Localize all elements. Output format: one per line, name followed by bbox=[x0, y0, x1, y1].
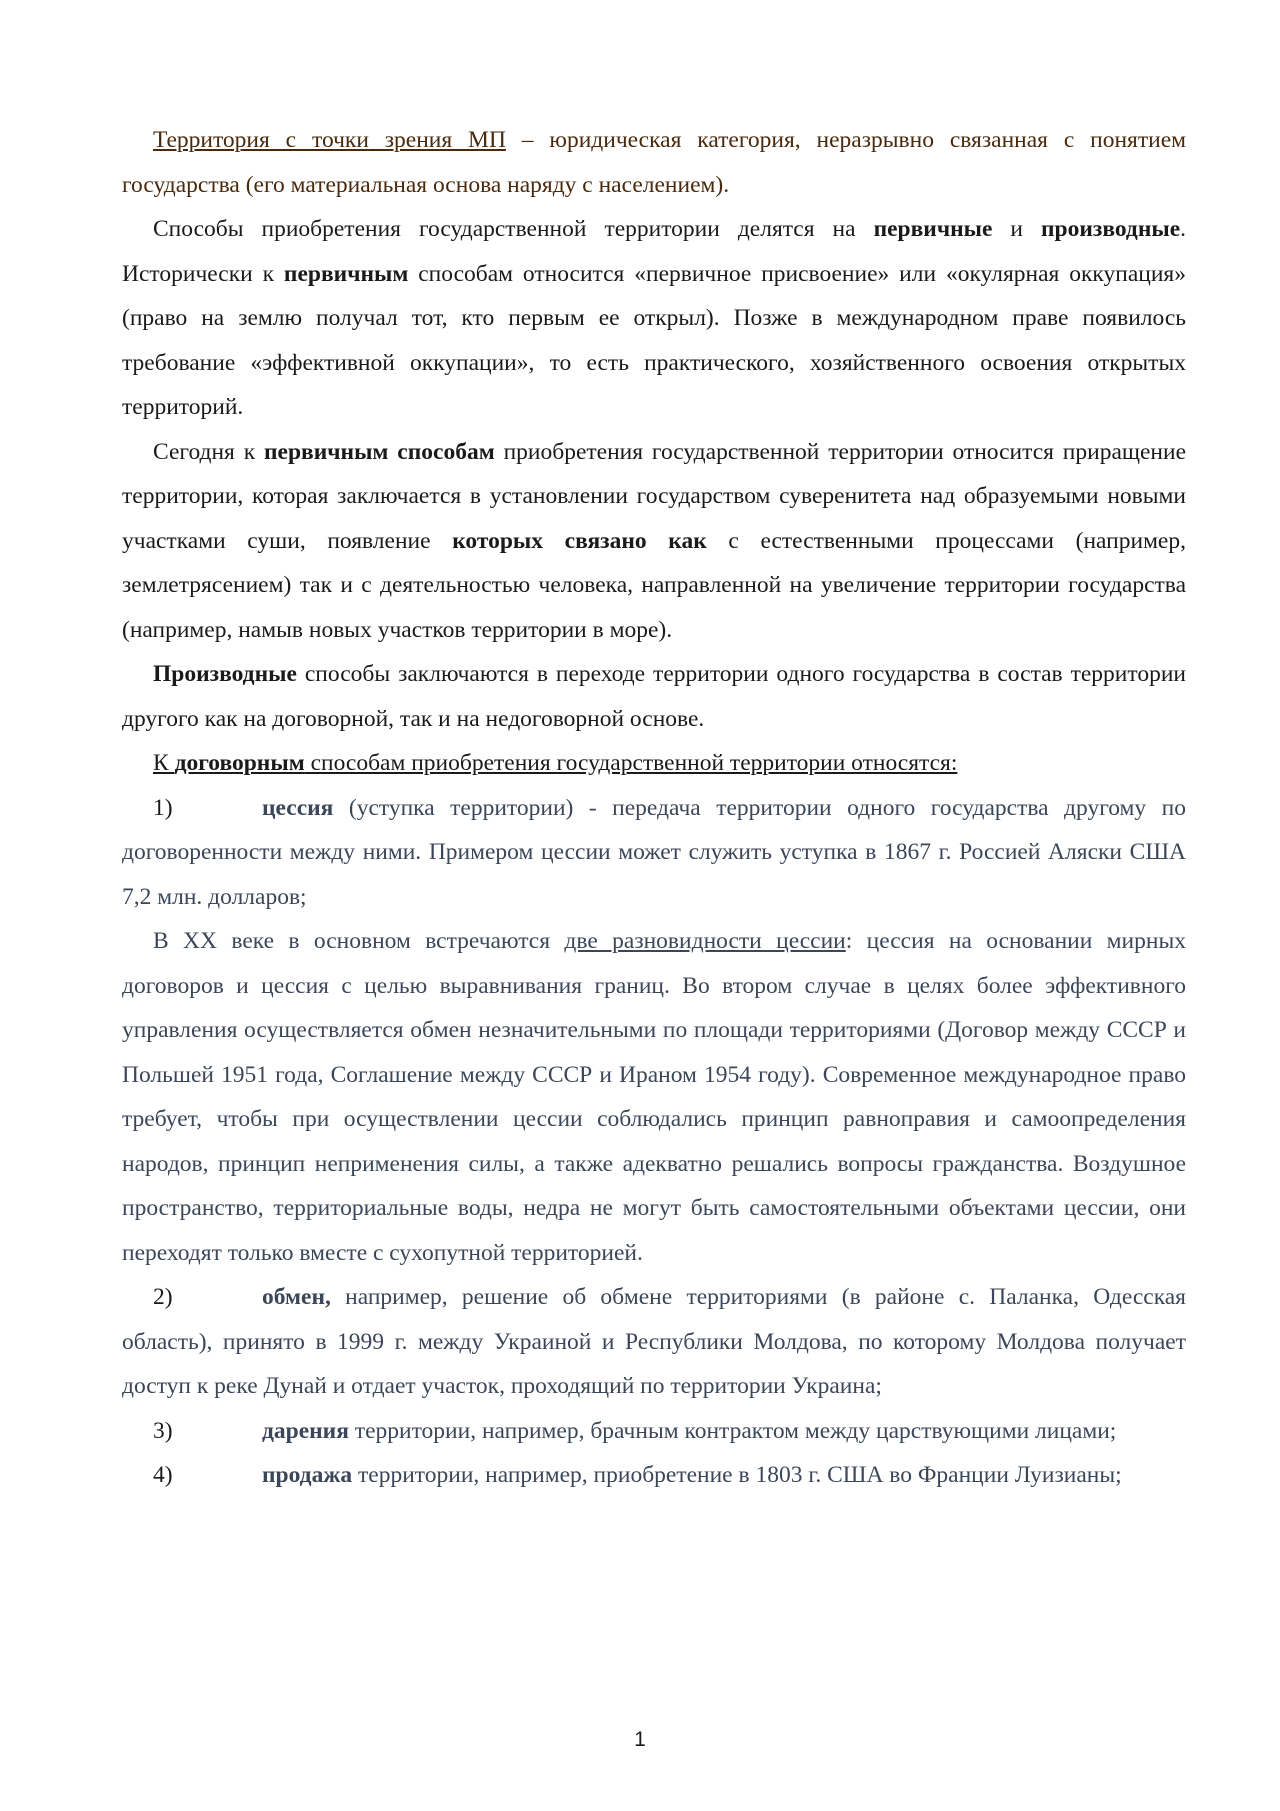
list-item-number: 2) bbox=[153, 1284, 173, 1310]
paragraph-acquisition-methods: Способы приобретения государственной территории делятся на первичные и производные. Исторически к первичным способам относится «первичное присвоение» или «окулярная оккупация» (право на землю получал тот, кто первым ее открыл). Позже в международном праве появилось требование «эффективной оккупации», то есть практического, хозяйственного освоения открытых территорий. bbox=[122, 216, 1187, 420]
list-item-exchange: 2) обмен, например, решение об обмене территориями (в районе с. Паланка, Одесская область), принято в 1999 г. между Украиной и Республики Молдова, по которому Молдова получает доступ к реке Дунай и отдает участок, проходящий по территории Украина; bbox=[122, 1275, 1186, 1409]
list-item-sale: 4) продажа территории, например, приобретение в 1803 г. США во Франции Луизианы; bbox=[122, 1453, 1186, 1498]
document-body bbox=[122, 118, 1186, 1498]
term-derivative: производные bbox=[1040, 216, 1181, 242]
list-item-number: 3) bbox=[153, 1417, 173, 1444]
list-item-number: 1) bbox=[153, 794, 173, 821]
list-item-number: 4) bbox=[153, 1462, 173, 1488]
list-item-cession: 1) цессия (уступка территории) - передача территории одного государства другому по договоренности между ними. Примером цессии может служить уступка в 1867 г. Россией Аляски США 7,2 млн. долларов; bbox=[122, 786, 1186, 920]
paragraph-territory-definition: Территория с точки зрения МП – юридическая категория, неразрывно связанная с понятием государства (его материальная основа наряду с населением). bbox=[122, 127, 1187, 198]
term-primary: первичные bbox=[873, 216, 993, 242]
term-two-cession-types: две разновидности цессии bbox=[564, 928, 846, 954]
paragraph-cession-types: В XX веке в основном встречаются две разновидности цессии: цессия на основании мирных договоров и цессия с целью выравнивания границ. Во втором случае в целях более эффективного управления осуществляется обмен незначительными по площади территориями (Договор между СССР и Польшей 1951 года, Соглашение между СССР и Ираном 1954 году). Современное международное право требует, чтобы при осуществлении цессии соблюдались принцип равноправия и самоопределения народов, принцип неприменения силы, а также адекватно решались вопросы гражданства. Воздушное пространство, территориальные воды, недра не могут быть самостоятельными объектами цессии, они переходят только вместе с сухопутной территорией. bbox=[122, 928, 1186, 1266]
paragraph-derivative-methods: Производные способы заключаются в переходе территории одного государства в состав территории другого как на договорной, так и на недоговорной основе. bbox=[122, 661, 1186, 732]
list-item-donation: 3) дарения территории, например, брачным контрактом между царствующими лицами; bbox=[122, 1409, 1186, 1454]
page-number: 1 bbox=[634, 1728, 646, 1751]
section-heading-contractual: К договорным способам приобретения государственной территории относятся: bbox=[153, 750, 958, 776]
term-territory: Территория с точки зрения МП bbox=[153, 127, 506, 153]
paragraph-primary-methods: Сегодня к первичным способам приобретения государственной территории относится приращение территории, которая заключается в установлении государством суверенитета над образуемыми новыми участками суши, появление которых связано как с естественными процессами (например, землетрясением) так и с деятельностью человека, направленной на увеличение территории государства (например, намыв новых участков территории в море). bbox=[122, 438, 1186, 643]
